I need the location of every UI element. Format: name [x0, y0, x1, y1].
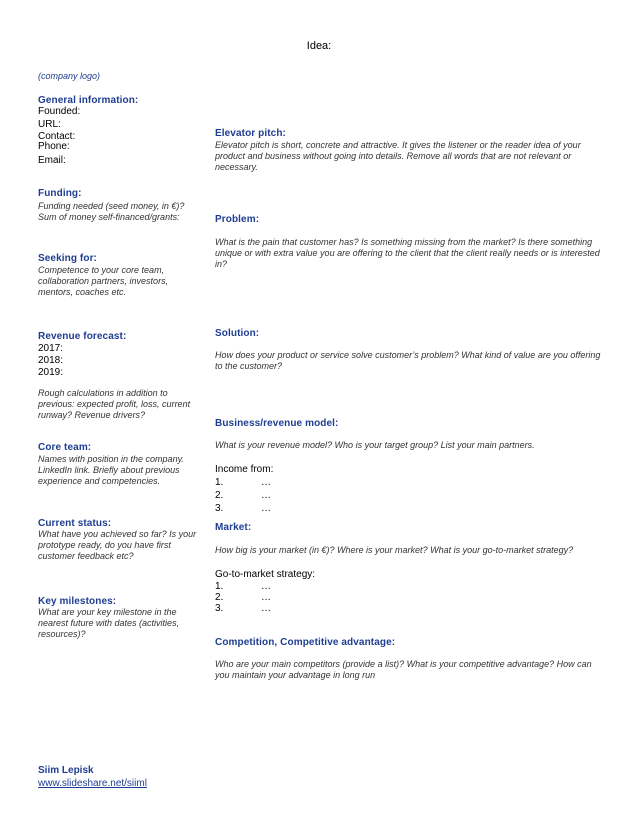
go-to-market-list	[215, 581, 605, 614]
list-item	[215, 581, 605, 592]
general-url: URL:	[38, 119, 61, 130]
problem-hint: What is the pain that customer has? Is something missing from the market? Is there something unique or with extra value you are offering to the client that the client really needs or is interested in?	[215, 237, 600, 269]
list-item-number: 1.	[215, 581, 224, 592]
income-from-label: Income from:	[215, 464, 274, 475]
seeking-heading: Seeking for:	[38, 253, 97, 264]
general-founded: Founded:	[38, 106, 81, 117]
key-milestones-heading: Key milestones:	[38, 596, 117, 607]
competition-heading: Competition, Competitive advantage:	[215, 637, 396, 648]
list-item	[215, 503, 605, 514]
go-to-market-label: Go-to-market strategy:	[215, 569, 316, 580]
seeking-hint: Competence to your core team, collaboration partners, investors, mentors, coaches etc.	[38, 265, 169, 297]
list-item	[215, 490, 605, 501]
market-heading: Market:	[215, 522, 252, 533]
list-item-value: …	[261, 490, 271, 501]
list-item-value: …	[261, 581, 271, 592]
key-milestones-hint: What are your key milestone in the nearest future with dates (activities, resources)?	[38, 607, 180, 639]
funding-hint-2: Sum of money self-financed/grants:	[38, 212, 180, 222]
solution-heading: Solution:	[215, 328, 260, 339]
funding-hint-1: Funding needed (seed money, in €)?	[38, 201, 185, 211]
general-email: Email:	[38, 155, 66, 166]
current-status-heading: Current status:	[38, 518, 112, 529]
list-item	[215, 477, 605, 488]
elevator-pitch-heading: Elevator pitch:	[215, 128, 286, 139]
competition-hint: Who are your main competitors (provide a list)? What is your competitive advantage? How can you maintain your advantage in long run	[215, 659, 592, 680]
list-item-value: …	[261, 503, 271, 514]
revenue-year-2018: 2018:	[38, 355, 64, 366]
list-item-number: 2.	[215, 490, 224, 501]
business-model-heading: Business/revenue model:	[215, 418, 339, 429]
current-status-hint: What have you achieved so far? Is your prototype ready, do you have first customer feedback etc?	[38, 529, 197, 561]
page-title: Idea:	[306, 40, 332, 52]
list-item-number: 3.	[215, 603, 224, 614]
list-item-value: …	[261, 477, 271, 488]
business-model-hint: What is your revenue model? Who is your target group? List your main partners.	[215, 440, 535, 450]
company-logo-placeholder: (company logo)	[38, 71, 101, 81]
list-item-number: 1.	[215, 477, 224, 488]
author-name: Siim Lepisk	[38, 765, 94, 776]
list-item	[215, 592, 605, 603]
funding-heading: Funding:	[38, 188, 82, 199]
solution-hint: How does your product or service solve customer’s problem? What kind of value are you offering to the customer?	[215, 350, 601, 371]
core-team-hint: Names with position in the company. LinkedIn link. Briefly about previous experience and competencies.	[38, 454, 184, 486]
author-link[interactable]: www.slideshare.net/siiml	[38, 778, 147, 789]
list-item	[215, 603, 605, 614]
list-item-value: …	[261, 592, 271, 603]
income-list	[215, 477, 605, 514]
general-phone: Phone:	[38, 141, 70, 152]
core-team-heading: Core team:	[38, 442, 92, 453]
list-item-number: 3.	[215, 503, 224, 514]
revenue-forecast-hint: Rough calculations in addition to previous: expected profit, loss, current runway? Revenue drivers?	[38, 388, 191, 420]
market-hint: How big is your market (in €)? Where is your market? What is your go-to-market strategy?	[215, 545, 574, 555]
list-item-number: 2.	[215, 592, 224, 603]
elevator-pitch-hint: Elevator pitch is short, concrete and attractive. It gives the listener or the reader idea of your product and business without going into details. Remove all words that are not relevant or necessary.	[215, 140, 581, 172]
problem-heading: Problem:	[215, 214, 260, 225]
revenue-forecast-heading: Revenue forecast:	[38, 331, 127, 342]
list-item-value: …	[261, 603, 271, 614]
revenue-year-2017: 2017:	[38, 343, 64, 354]
revenue-year-2019: 2019:	[38, 367, 64, 378]
general-information-heading: General information:	[38, 95, 139, 106]
general-contact: Contact:	[38, 131, 76, 142]
